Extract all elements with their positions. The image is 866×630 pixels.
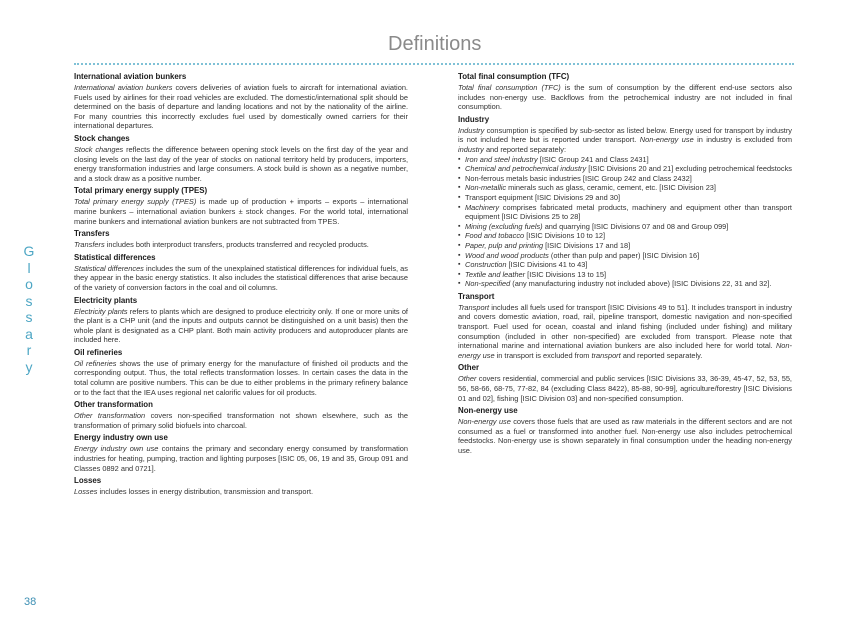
term: Iron and steel industry [465, 154, 538, 164]
term: Total primary energy supply (TPES) [74, 197, 197, 207]
term: Wood and wood products [465, 250, 549, 260]
term: Non-energy use [458, 341, 792, 360]
glossary-side-label [22, 243, 36, 375]
term: Non-energy use [639, 135, 694, 145]
heading-tpes: Total primary energy supply (TPES) [74, 186, 208, 196]
page-number: 38 [24, 596, 37, 608]
definition-transfers [74, 240, 408, 250]
definition-statistical-differences [74, 264, 408, 293]
term: transport [591, 350, 621, 360]
term: Other [458, 374, 477, 384]
definition-text: includes the sum of the unexplained statistical differences for individual fuels, as they appear in the basic energy statistics. It also includes the statistical differences that arise because of the variety of conversion factors in the coal and oil columns. [74, 263, 408, 292]
term: Paper, pulp and printing [465, 240, 544, 250]
heading-electricity-plants: Electricity plants [74, 295, 138, 305]
page-title: Definitions [388, 33, 482, 55]
definition-text: reflects the difference between opening stock levels on the first day of the year and closing levels on the last day of the year of stocks on national territory held by producers, importers, energy transformation industries and large consumers. A stock build is shown as a negative number, and a stock draw as a positive number. [74, 144, 408, 183]
title-divider [74, 63, 794, 65]
glossary-letter: s [25, 309, 33, 325]
term: Transfers [74, 240, 105, 250]
definition-text: consumption is specified by sub-sector as listed below. Energy used for transport by industry is not included here but is reported under transport. [458, 125, 792, 145]
list-item-text: [ISIC Divisions 17 and 18] [543, 240, 631, 250]
heading-transport: Transport [458, 291, 495, 301]
glossary-letter: G [23, 243, 35, 259]
term: Industry [458, 125, 485, 135]
term: Non-specified [465, 279, 511, 289]
definition-text: is made up of production + imports – exports – international marine bunkers – international aviation bunkers ± stock changes. For the world total, international marine bunkers and international aviation bunkers are not subtracted from TPES. [74, 197, 408, 226]
term: Food and tobacco [465, 231, 525, 241]
definition-text: in transport is excluded from [494, 350, 592, 360]
definition-text: covers deliveries of aviation fuels to aircraft for international aviation. Fuels used by airlines for their road vehicles are excluded. The domestic/international split should be determined on the basis of departure and landing locations and not by the nationality of the airline. For many countries this incorrectly excludes fuel used by domestically owned carriers for their international departures. [74, 83, 408, 131]
list-item [458, 193, 792, 203]
list-item-text: Non-ferrous metals basic industries [ISIC Group 242 and Class 2432] [465, 173, 692, 183]
heading-industry: Industry [458, 114, 490, 124]
list-item [458, 155, 792, 165]
heading-energy-industry-own-use: Energy industry own use [74, 433, 168, 443]
definition-oil-refineries [74, 359, 408, 397]
list-item-text: comprises fabricated metal products, machinery and equipment other than transport equipment [ISIC Divisions 25 to 28] [465, 202, 792, 222]
right-column [458, 72, 792, 456]
list-item [458, 279, 792, 289]
list-item-text: [ISIC Group 241 and Class 2431] [537, 154, 649, 164]
definition-transport [458, 303, 792, 361]
term: industry [458, 144, 484, 154]
definition-text: contains the primary and secondary energy consumed by transformation industries for heating, pumping, traction and lighting purposes [ISIC 05, 06, 19 and 35, Group 091 and Classes 0892 and 0721]. [74, 444, 408, 473]
glossary-letter: a [25, 325, 33, 342]
glossary-letter: r [26, 342, 32, 358]
term: Statistical differences [74, 263, 144, 273]
glossary-letter: y [25, 358, 33, 375]
heading-international-aviation-bunkers: International aviation bunkers [74, 72, 187, 81]
list-item-text: Transport equipment [ISIC Divisions 29 and 30] [465, 192, 621, 202]
definition-text: refers to plants which are designed to produce electricity only. If one or more units of the plant is a CHP unit (and the inputs and outputs cannot be distinguished on a unit basis) then the whole plant is designated as a CHP plant. Both main activity producers and autoproducer plants are included here. [74, 306, 408, 345]
definition-non-energy-use [458, 417, 792, 455]
heading-stock-changes: Stock changes [74, 133, 130, 143]
definition-other-transformation [74, 411, 408, 430]
definition-text: and reported separately. [620, 350, 703, 360]
list-item [458, 231, 792, 241]
list-item [458, 241, 792, 251]
term: Mining (excluding fuels) [465, 221, 543, 231]
list-item [458, 222, 792, 232]
heading-other-transformation: Other transformation [74, 400, 153, 410]
definition-text: covers non-specified transformation not shown elsewhere, such as the transformation of primary solid biofuels into charcoal. [74, 411, 408, 430]
list-item-text: [ISIC Divisions 41 to 43] [506, 260, 588, 270]
term: Textile and leather [465, 269, 526, 279]
definition-text: includes both interproduct transfers, products transferred and recycled products. [104, 240, 369, 250]
list-item-text: [ISIC Divisions 13 to 15] [525, 269, 607, 279]
term: Stock changes [74, 144, 124, 154]
glossary-letter: l [27, 259, 31, 276]
list-item-text: and quarrying [ISIC Divisions 07 and 08 and Group 099] [542, 221, 729, 231]
term: Losses [74, 487, 98, 497]
list-item [458, 183, 792, 193]
definition-text: and reported separately: [483, 144, 567, 154]
heading-oil-refineries: Oil refineries [74, 347, 123, 357]
list-item [458, 270, 792, 280]
term: Electricity plants [74, 306, 128, 316]
list-item-text: [ISIC Divisions 20 and 21] excluding petrochemical feedstocks [586, 164, 792, 174]
term: Non-metallic [465, 183, 507, 193]
definition-text: covers those fuels that are used as raw materials in the different sectors and are not consumed as a fuel or transformed into another fuel. Non-energy use also includes petrochemical feedstocks. Non-energy use is shown separately in final consumption under the heading non-energy use. [458, 417, 793, 455]
heading-losses: Losses [74, 476, 102, 486]
heading-statistical-differences: Statistical differences [74, 252, 156, 262]
term: Other transformation [74, 411, 146, 421]
industry-subsector-list [458, 155, 792, 289]
heading-other: Other [458, 363, 480, 373]
definition-electricity-plants [74, 307, 408, 345]
definition-text: includes losses in energy distribution, transmission and transport. [97, 487, 314, 497]
term: Chemical and petrochemical industry [465, 164, 587, 174]
list-item-text: minerals such as glass, ceramic, cement, etc. [ISIC Division 23] [506, 183, 716, 193]
term: Construction [465, 260, 507, 270]
term: Oil refineries [74, 358, 117, 368]
heading-transfers: Transfers [74, 229, 110, 239]
list-item [458, 174, 792, 184]
glossary-letter: s [25, 292, 33, 309]
list-item-text: [ISIC Divisions 10 to 12] [524, 231, 606, 241]
list-item-text: (other than pulp and paper) [ISIC Division 16] [548, 250, 700, 260]
definition-stock-changes [74, 145, 408, 183]
definition-text: is the sum of consumption by the different end-use sectors also includes non-energy use. Backflows from the petrochemical industry are not included in final consumption. [458, 83, 792, 112]
list-item [458, 251, 792, 261]
glossary-letter: o [25, 276, 33, 292]
definition-text: shows the use of primary energy for the manufacture of finished oil products and the corresponding output. Thus, the total reflects transformation losses. In certain cases the data in the total column are positive numbers. This can be due to either problems in the primary refinery balance or to the fact that the IEA uses regional net calorific values for oil products. [74, 358, 408, 397]
definition-other [458, 374, 792, 403]
term: Non-energy use [458, 417, 511, 427]
definition-text: in industry is excluded from [693, 135, 792, 145]
definition-international-aviation-bunkers [74, 83, 408, 131]
term: Machinery [465, 202, 500, 212]
definition-total-final-consumption [458, 83, 792, 112]
term: Total final consumption (TFC) [458, 83, 561, 92]
left-column [74, 72, 408, 497]
list-item [458, 203, 792, 222]
term: Transport [458, 302, 490, 312]
list-item [458, 164, 792, 174]
term: Energy industry own use [74, 444, 159, 454]
definition-text: covers residential, commercial and public services [ISIC Divisions 33, 36-39, 45-47, 52, 53, 55, 56, 58-66, 68-75, 77-82, 84 (excluding Class 8422), 85-88, 90-99], agriculture/forestry [ISIC Divisions 01 and 02], fishing [ISIC Division 03] and non-specified consumption. [458, 374, 792, 403]
heading-total-final-consumption: Total final consumption (TFC) [458, 72, 570, 81]
definition-industry [458, 126, 792, 155]
definition-tpes [74, 197, 408, 226]
heading-non-energy-use: Non-energy use [458, 406, 518, 416]
list-item-text: (any manufacturing industry not included above) [ISIC Divisions 22, 31 and 32]. [510, 279, 772, 289]
list-item [458, 260, 792, 270]
term: International aviation bunkers [74, 83, 173, 92]
definition-losses [74, 487, 408, 497]
definition-energy-industry-own-use [74, 444, 408, 473]
definition-text: includes all fuels used for transport [ISIC Divisions 49 to 51]. It includes transport in industry and covers domestic aviation, road, rail, pipeline transport, domestic navigation and non-specified transport. Fuel used for ocean, coastal and inland fishing (included under fishing) and military consumption (included in other non-specified) are excluded from transport. Please note that international marine and international aviation bunkers are also included here for world total. [458, 302, 792, 351]
